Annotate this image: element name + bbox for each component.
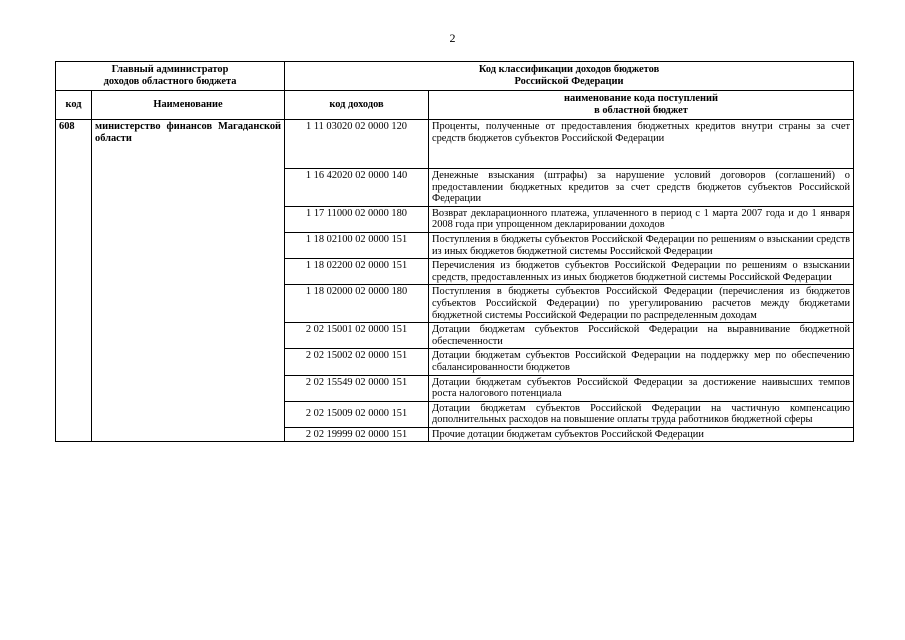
income-name: Перечисления из бюджетов субъектов Российской Федерации по решениям о взыскании средств, предоставленных из иных бюджетов бюджетной системы Российской Федерации <box>429 259 854 285</box>
income-name: Возврат декларационного платежа, уплаченного в период с 1 марта 2007 года и до 1 января 2008 года при упрощенном декларировании доходов <box>429 206 854 232</box>
header-income-name <box>429 91 854 120</box>
income-code: 1 16 42020 02 0000 140 <box>285 169 429 207</box>
income-code: 2 02 15002 02 0000 151 <box>285 349 429 375</box>
revenue-classification-table <box>55 61 854 442</box>
income-name: Денежные взыскания (штрафы) за нарушение условий договоров (соглашений) о предоставлении бюджетных кредитов за счет средств бюджетов субъектов Российской Федерации <box>429 169 854 207</box>
income-code: 2 02 19999 02 0000 151 <box>285 427 429 442</box>
income-name: Дотации бюджетам субъектов Российской Федерации на выравнивание бюджетной обеспеченности <box>429 323 854 349</box>
header-admin-line-2: доходов областного бюджета <box>103 76 237 87</box>
page-number: 2 <box>449 31 456 45</box>
admin-name: министерство финансов Магаданской области <box>92 120 285 442</box>
table-row <box>56 120 854 169</box>
header-row-columns <box>56 91 854 120</box>
income-name: Дотации бюджетам субъектов Российской Федерации на поддержку мер по обеспечению сбалансированности бюджетов <box>429 349 854 375</box>
income-name: Проценты, полученные от предоставления бюджетных кредитов внутри страны за счет средств бюджетов субъектов Российской Федерации <box>429 120 854 169</box>
income-code: 1 17 11000 02 0000 180 <box>285 206 429 232</box>
income-code: 1 18 02200 02 0000 151 <box>285 259 429 285</box>
income-name: Прочие дотации бюджетам субъектов Российской Федерации <box>429 427 854 442</box>
income-code: 1 18 02100 02 0000 151 <box>285 232 429 258</box>
header-income-name-line-2: в областной бюджет <box>594 105 688 116</box>
header-admin-line-1: Главный администратор <box>111 64 229 76</box>
admin-code: 608 <box>56 120 92 442</box>
income-code: 1 18 02000 02 0000 180 <box>285 285 429 323</box>
header-classification-line-2: Российской Федерации <box>514 76 624 87</box>
income-name: Поступления в бюджеты субъектов Российской Федерации (перечисления из бюджетов субъектов Российской Федерации) по урегулированию расчетов между бюджетами бюджетной системы Российской Федерации по распределенным доходам <box>429 285 854 323</box>
header-name: Наименование <box>92 91 285 120</box>
income-code: 2 02 15549 02 0000 151 <box>285 375 429 401</box>
header-code: код <box>56 91 92 120</box>
header-admin-group <box>56 62 285 91</box>
header-row-group <box>56 62 854 91</box>
header-classification-group <box>285 62 854 91</box>
header-classification-line-1: Код классификации доходов бюджетов <box>478 64 660 76</box>
income-code: 2 02 15001 02 0000 151 <box>285 323 429 349</box>
income-name: Дотации бюджетам субъектов Российской Федерации на частичную компенсацию дополнительных расходов на повышение оплаты труда работников бюджетной сферы <box>429 401 854 427</box>
header-income-code: код доходов <box>285 91 429 120</box>
income-code: 2 02 15009 02 0000 151 <box>285 401 429 427</box>
income-name: Дотации бюджетам субъектов Российской Федерации за достижение наивысших темпов роста налогового потенциала <box>429 375 854 401</box>
header-income-name-line-1: наименование кода поступлений <box>564 93 718 105</box>
income-name: Поступления в бюджеты субъектов Российской Федерации по решениям о взыскании средств из иных бюджетов бюджетной системы Российской Федерации <box>429 232 854 258</box>
income-code: 1 11 03020 02 0000 120 <box>285 120 429 169</box>
